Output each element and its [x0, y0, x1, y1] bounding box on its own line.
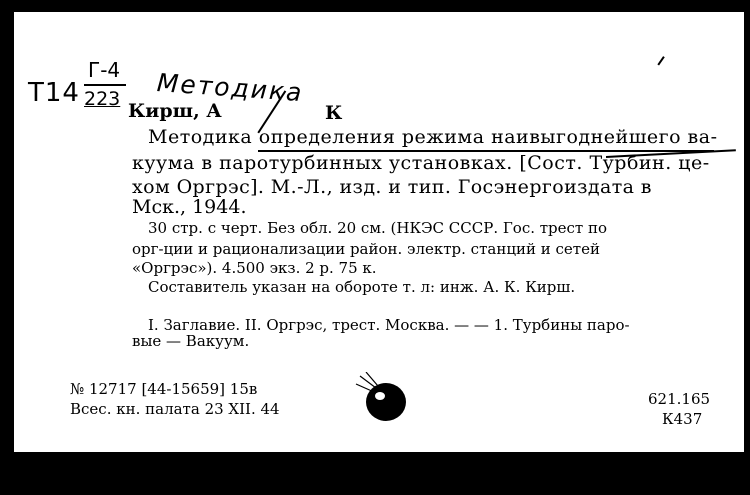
scan-border-left: [0, 0, 14, 495]
author-heading: Кирш, А: [128, 100, 222, 122]
author-letter: К: [325, 102, 343, 124]
title-line-3: хом Оргрэс]. М.-Л., изд. и тип. Госэнергоиздата в: [132, 176, 652, 198]
pen-stroke-right-top: [657, 56, 664, 65]
book-chamber-line: Всес. кн. палата 23 ХII. 44: [70, 400, 280, 418]
fraction-bar: [84, 84, 126, 86]
handwritten-fraction-bottom: 223: [84, 88, 121, 110]
title-line-1: Методика определения режима наивыгоднейшего ва-: [148, 126, 718, 148]
description-line-4: Составитель указан на обороте т. л: инж. А. К. Кирш.: [148, 278, 576, 296]
description-line-2: орг-ции и рационализации район. электр. станций и сетей: [132, 240, 600, 258]
description-line-1: 30 стр. с черт. Без обл. 20 см. (НКЭС СССР. Гос. трест по: [148, 219, 608, 237]
title-line-4: Мск., 1944.: [132, 196, 247, 218]
handwritten-fraction-top: Г-4: [88, 58, 121, 82]
handwritten-note: Методика: [155, 68, 305, 108]
tracings-line-1: I. Заглавие. II. Оргрэс, трест. Москва. — — 1. Турбины паро-: [148, 316, 630, 334]
scan-border-bottom: [0, 452, 750, 495]
ink-blot: [352, 372, 412, 430]
scan-border-right: [744, 0, 750, 495]
author-mark: К437: [662, 410, 703, 428]
tracings-line-2: вые — Вакуум.: [132, 332, 250, 350]
scan-border-top: [0, 0, 750, 12]
registration-number: № 12717 [44-15659] 15в: [70, 380, 258, 398]
udc-number: 621.165: [648, 390, 711, 408]
description-line-3: «Оргрэс»). 4.500 экз. 2 р. 75 к.: [132, 259, 377, 277]
title-line-2: куума в паротурбинных установках. [Сост. Турбин. це-: [132, 152, 710, 174]
handwritten-shelf-mark: Т14: [28, 78, 80, 108]
